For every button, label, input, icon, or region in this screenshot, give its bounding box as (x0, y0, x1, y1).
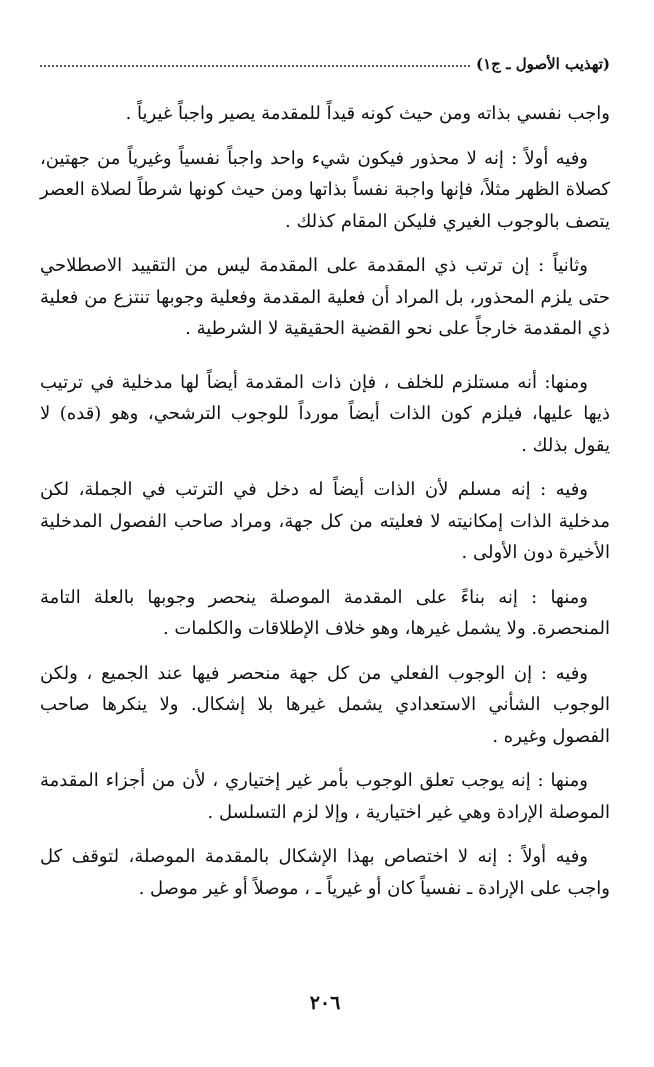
paragraph: ومنها : إنه بناءً على المقدمة الموصلة ينحصر وجوبها بالعلة التامة المنحصرة. ولا يشمل غيرها، وهو خلاف الإطلاقات والكلمات . (40, 586, 610, 639)
paragraph: وفيه : إنه مسلم لأن الذات أيضاً له دخل في الترتب في الجملة، لكن مدخلية الذات إمكانيته لا فعليته من كل جهة، ومراد صاحب الفصول المدخلية الأخيرة دون الأولى . (40, 479, 610, 563)
header-title: (تهذيب الأصول ـ ج١) (476, 55, 610, 73)
paragraph: واجب نفسي بذاته ومن حيث كونه قيداً للمقدمة يصير واجباً غيرياً . (125, 103, 610, 124)
paragraph: وفيه أولاً : إنه لا اختصاص بهذا الإشكال بالمقدمة الموصلة، لتوقف كل واجب على الإرادة ـ نفسياً كان أو غيرياً ـ ، موصلاً أو غير موصل . (40, 846, 610, 899)
running-header (40, 50, 610, 78)
paragraph: وفيه : إن الوجوب الفعلي من كل جهة منحصر فيها عند الجميع ، ولكن الوجوب الشأني الاستعدادي يشمل غيرها بلا إشكال. ولا ينكرها صاحب الفصول وغيره . (40, 662, 610, 747)
paragraph: وثانياً : إن ترتب ذي المقدمة على المقدمة ليس من التقييد الاصطلاحي حتى يلزم المحذور، بل المراد أن فعلية المقدمة وفعلية وجوبها تنتزع من فعلية ذي المقدمة خارجاً على نحو القضية الحقيقية لا الشرطية . (40, 255, 610, 339)
paragraph: ومنها : إنه يوجب تعلق الوجوب بأمر غير إختياري ، لأن من أجزاء المقدمة الموصلة الإرادة وهي غير اختيارية ، وإلا لزم التسلسل . (40, 770, 610, 823)
book-page (40, 50, 610, 1035)
page-number: ٢٠٦ (309, 992, 341, 1014)
paragraph: وفيه أولاً : إنه لا محذور فيكون شيء واحد واجباً نفسياً وغيرياً من جهتين، كصلاة الظهر مثلاً، فإنها واجبة نفساً بذاتها ومن حيث كونها شرطاً لصلاة العصر يتصف بالوجوب الغيري فليكن المقام كذلك . (40, 147, 610, 232)
page-body (40, 98, 610, 904)
paragraph: ومنها: أنه مستلزم للخلف ، فإن ذات المقدمة أيضاً لها مدخلية في ترتيب ذيها عليها، فيلزم كون الذات أيضاً مورداً للوجوب الترشحي، وهو (قده) لا يقول بذلك . (40, 371, 610, 456)
header-dotted-rule (40, 65, 470, 67)
